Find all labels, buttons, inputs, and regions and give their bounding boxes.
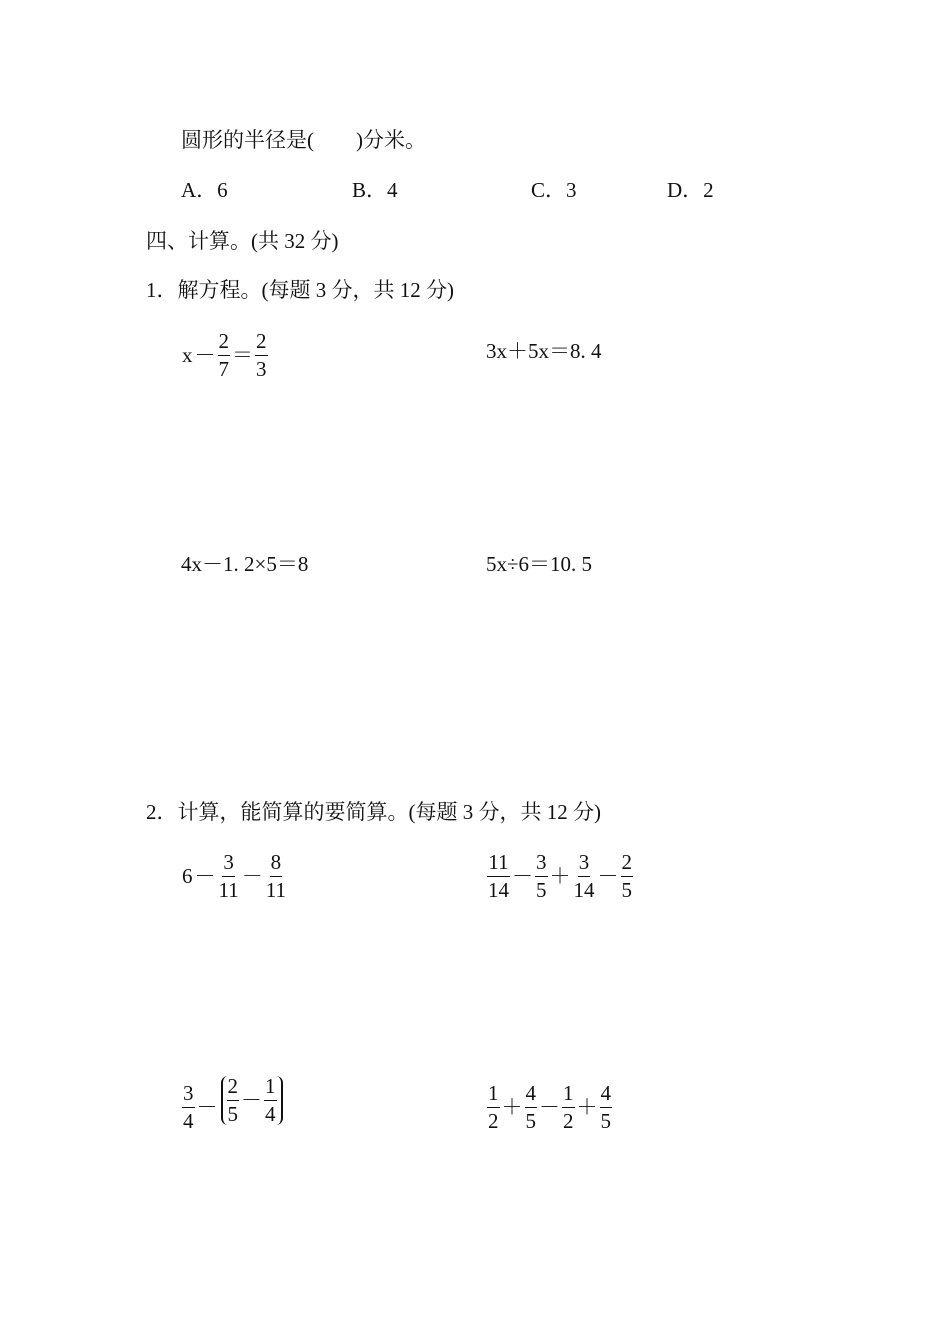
- calc-a-f2-denominator: 11: [265, 878, 286, 902]
- section-title: 四、计算。(共 32 分): [146, 229, 339, 253]
- eq-a-operator-1: －: [194, 343, 216, 367]
- equation-d: 5x÷6＝10. 5: [486, 552, 593, 576]
- calc-b-f3-numerator: 3: [578, 852, 591, 877]
- calc-d: [486, 1083, 613, 1132]
- calc-d-f3-denominator: 2: [563, 1109, 574, 1133]
- calc-c-fraction-2: [227, 1076, 240, 1125]
- calc-a-f2-numerator: 8: [270, 852, 283, 877]
- calc-d-operator-3: ＋: [576, 1095, 598, 1119]
- calc-d-operator-2: －: [539, 1095, 560, 1119]
- calc-c-f1-numerator: 3: [182, 1083, 195, 1108]
- eq-a-f1-numerator: 2: [218, 331, 231, 356]
- calc-b-fraction-4: [621, 852, 634, 901]
- calc-c-parentheses: [221, 1076, 283, 1125]
- eq-a-variable: x: [182, 343, 193, 367]
- calc-c-f2-numerator: 2: [227, 1076, 240, 1101]
- calc-b-f2-numerator: 3: [535, 852, 548, 877]
- calc-a-fraction-1: [218, 852, 240, 901]
- calc-c-f1-denominator: 4: [183, 1109, 194, 1133]
- calc-d-f4-denominator: 5: [600, 1109, 611, 1133]
- calc-c-f3-numerator: 1: [264, 1076, 277, 1101]
- calc-a-fraction-2: [265, 852, 287, 901]
- calc-b-operator-2: ＋: [549, 864, 571, 888]
- calc-d-operator-1: ＋: [501, 1095, 523, 1119]
- calc-d-fraction-1: [487, 1083, 500, 1132]
- calc-d-f2-denominator: 5: [525, 1109, 536, 1133]
- option-b: B．4: [352, 178, 398, 202]
- calc-c-f2-denominator: 5: [227, 1102, 238, 1126]
- calc-a: [181, 852, 288, 901]
- calc-a-f1-denominator: 11: [218, 878, 239, 902]
- eq-a-f2-numerator: 2: [255, 331, 268, 356]
- eq-a-f2-denominator: 3: [256, 357, 267, 381]
- calc-d-f3-numerator: 1: [562, 1083, 575, 1108]
- calc-b-fraction-1: [487, 852, 510, 901]
- calc-b-f4-denominator: 5: [621, 878, 632, 902]
- calc-c-f3-denominator: 4: [265, 1102, 276, 1126]
- calc-b: [486, 852, 634, 901]
- equation-b: 3x＋5x＝8. 4: [486, 339, 602, 363]
- calc-d-f4-numerator: 4: [600, 1083, 613, 1108]
- calc-a-f1-numerator: 3: [222, 852, 235, 877]
- calc-d-fraction-2: [525, 1083, 538, 1132]
- calc-b-f4-numerator: 2: [621, 852, 634, 877]
- part1-title: 1．解方程。(每题 3 分，共 12 分): [146, 278, 454, 302]
- calc-c-operator-2: －: [241, 1088, 262, 1112]
- option-c: C．3: [531, 178, 577, 202]
- option-d: D．2: [667, 178, 714, 202]
- equation-c: 4x－1. 2×5＝8: [181, 552, 309, 576]
- calc-d-f1-numerator: 1: [487, 1083, 500, 1108]
- calc-b-fraction-2: [535, 852, 548, 901]
- eq-a-fraction-1: [218, 331, 231, 380]
- calc-d-f1-denominator: 2: [488, 1109, 499, 1133]
- calc-b-fraction-3: [573, 852, 596, 901]
- calc-a-operator-1: －: [194, 864, 216, 888]
- calc-b-f1-denominator: 14: [488, 878, 509, 902]
- calc-c-operator-1: －: [196, 1095, 218, 1119]
- calc-b-operator-1: －: [512, 864, 533, 888]
- calc-c: [181, 1069, 283, 1132]
- calc-a-operator-2: －: [241, 864, 263, 888]
- calc-b-f2-denominator: 5: [536, 878, 547, 902]
- question-stem: 圆形的半径是( )分米。: [181, 128, 426, 152]
- option-a: A．6: [181, 178, 228, 202]
- calc-d-fraction-3: [562, 1083, 575, 1132]
- eq-a-fraction-2: [255, 331, 268, 380]
- calc-d-f2-numerator: 4: [525, 1083, 538, 1108]
- calc-c-fraction-3: [264, 1076, 277, 1125]
- equation-a: [181, 331, 269, 380]
- calc-d-fraction-4: [600, 1083, 613, 1132]
- calc-b-operator-3: －: [597, 864, 619, 888]
- eq-a-f1-denominator: 7: [218, 357, 229, 381]
- calc-b-f3-denominator: 14: [573, 878, 595, 902]
- part2-title: 2．计算，能简算的要简算。(每题 3 分，共 12 分): [146, 800, 601, 824]
- calc-c-fraction-1: [182, 1083, 195, 1132]
- eq-a-operator-2: ＝: [232, 343, 253, 367]
- calc-a-lead: 6: [182, 864, 193, 888]
- calc-b-f1-numerator: 11: [487, 852, 509, 877]
